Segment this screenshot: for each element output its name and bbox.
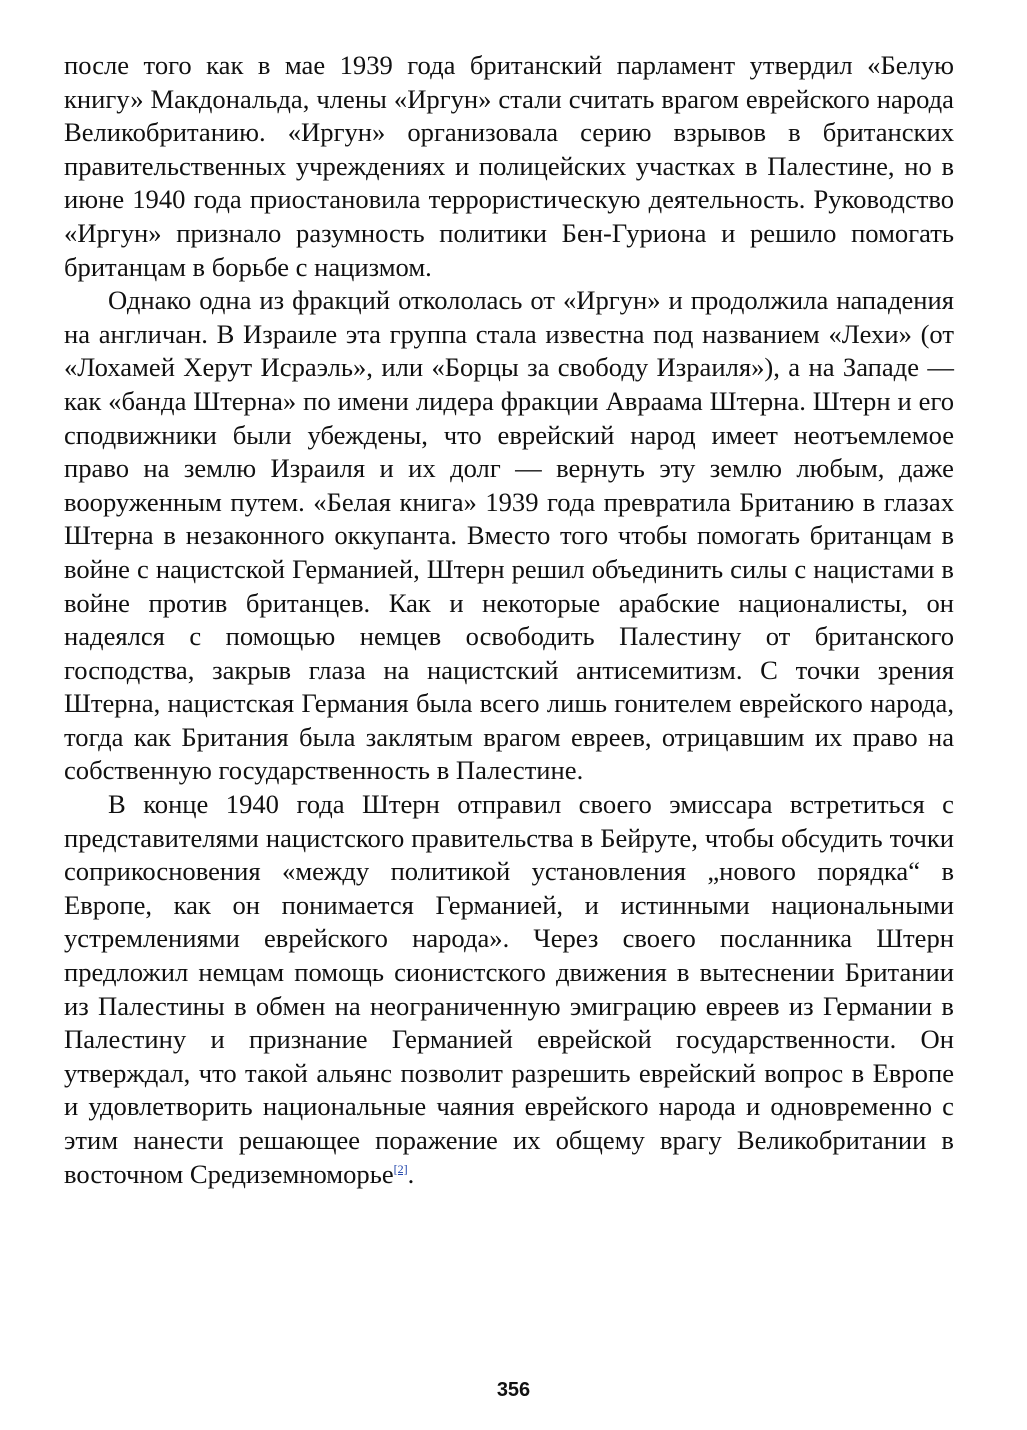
paragraph-1: после того как в мае 1939 года британский парламент утвердил «Белую книгу» Макдональда, члены «Иргун» стали считать врагом еврейского народа Великобританию. «Иргун» организовала серию взрывов в британских правительственных учреждениях и полицейских участках в Палестине, но в июне 1940 года приостановила террористическую деятельность. Руководство «Иргун» признало разумность политики Бен-Гуриона и решило помогать британцам в борьбе с нацизмом. xyxy=(64,50,954,282)
paragraph-2: Однако одна из фракций откололась от «Иргун» и продолжила нападения на англичан. В Израиле эта группа стала известна под названием «Лехи» (от «Лохамей Херут Исраэль», или «Борцы за свободу Израиля»), а на Западе — как «банда Штерна» по имени лидера фракции Авраама Штерна. Штерн и его сподвижники были убеждены, что еврейский народ имеет неотъемлемое право на землю Израиля и их долг — вернуть эту землю любым, даже вооруженным путем. «Белая книга» 1939 года превратила Британию в глазах Штерна в незаконного оккупанта. Вместо того чтобы помогать британцам в войне с нацистской Германией, Штерн решил объединить силы с нацистами в войне против британцев. Как и некоторые арабские националисты, он надеялся с помощью немцев освободить Палестину от британского господства, закрыв глаза на нацистский антисемитизм. С точки зрения Штерна, нацистская Германия была всего лишь гонителем еврейского народа, тогда как Британия была заклятым врагом евреев, отрицавшим их право на собственную государственность в Палестине. xyxy=(64,285,954,786)
paragraph-3 xyxy=(64,788,954,1191)
footnote-link[interactable]: [2] xyxy=(393,1161,408,1176)
page-number: 356 xyxy=(496,1379,531,1401)
page-text xyxy=(64,49,954,1191)
paragraph-3-text: В конце 1940 года Штерн отправил своего эмиссара встретиться с представителями нацистского правительства в Бейруте, чтобы обсудить точки соприкосновения «между политикой установления „нового порядка“ в Европе, как он понимается Германией, и истинными национальными устремлениями еврейского народа». Через своего посланника Штерн предложил немцам помощь сионистского движения в вытеснении Британии из Палестины в обмен на неограниченную эмиграцию евреев из Германии в Палестину и признание Германией еврейской государственности. Он утверждал, что такой альянс позволит разрешить еврейский вопрос в Европе и удовлетворить национальные чаяния еврейского народа и одновременно с этим нанести решающее поражение их общему врагу Великобритании в восточном Средиземноморье xyxy=(64,789,954,1189)
paragraph-3-end: . xyxy=(407,1158,415,1189)
